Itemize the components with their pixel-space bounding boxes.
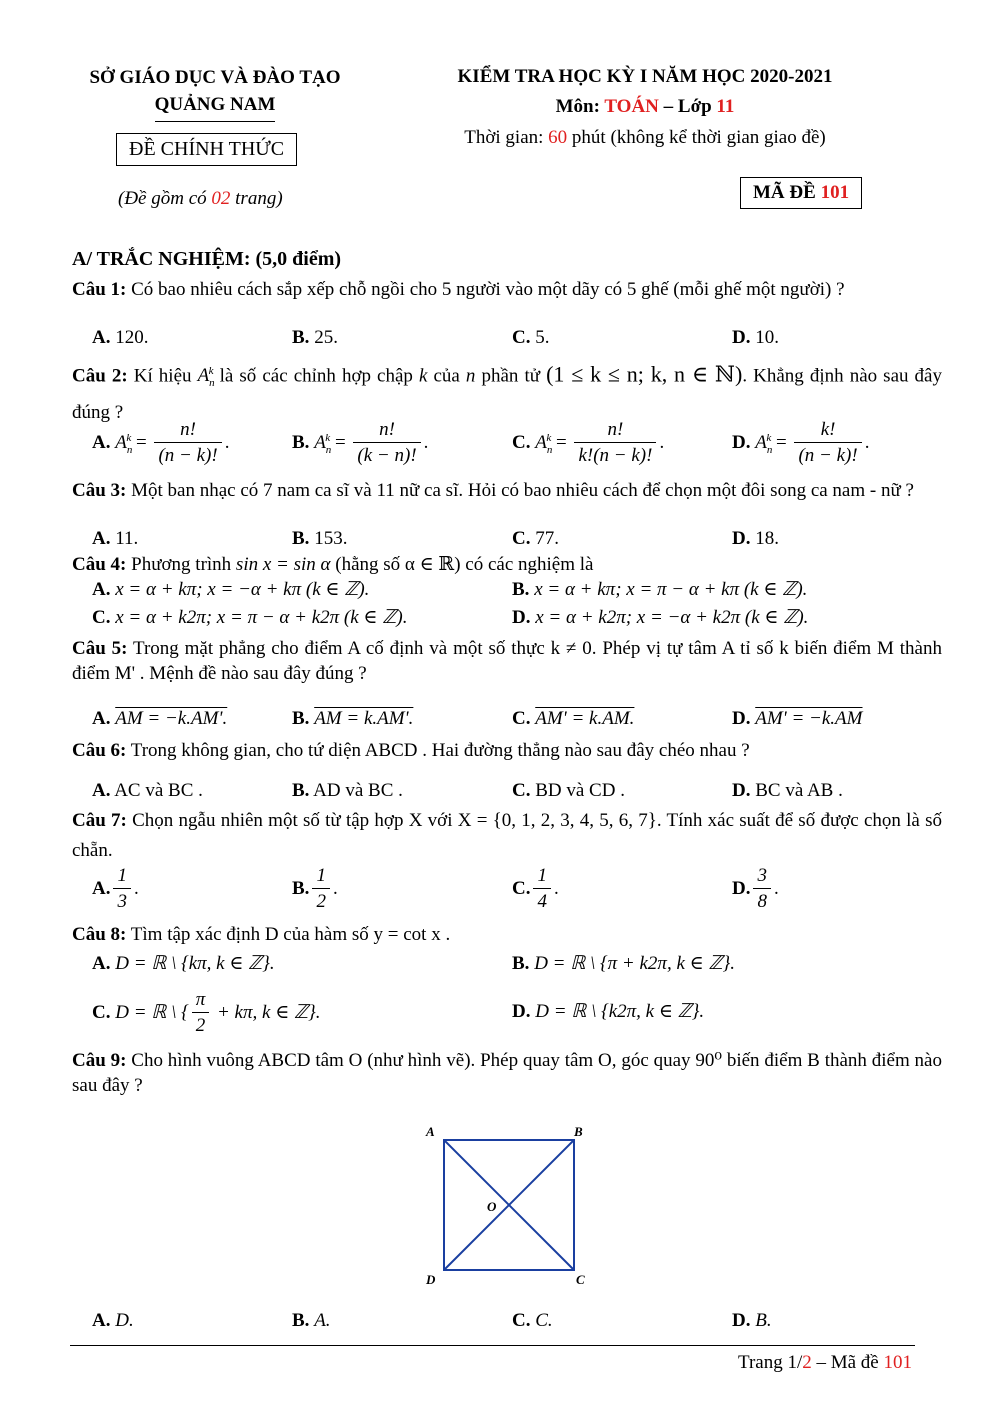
q6-option-b: B. AD và BC . (292, 780, 403, 801)
q3-option-c: C. 77. (512, 528, 559, 549)
header-underline (155, 121, 275, 122)
q1-option-c: C. 5. (512, 327, 550, 348)
q9-option-a: A. D. (92, 1310, 134, 1331)
q1-option-a: A. 120. (92, 327, 149, 348)
q9-option-c: C. C. (512, 1310, 553, 1331)
q5-option-c: C. AM' = k.AM. (512, 708, 635, 729)
q7-option-a: A. $\frac{1}{3}$ . (92, 864, 139, 915)
q6-option-a: A. AC và BC . (92, 780, 203, 801)
label-a: A (426, 1124, 435, 1139)
q4-option-c: C. x = α + k2π; x = π − α + k2π (k ∈ ℤ). (92, 607, 408, 628)
exam-code-box: MÃ ĐỀ 101 (740, 177, 862, 209)
subject-line: Môn: TOÁN – Lớp 11 (555, 96, 735, 117)
department-line1: SỞ GIÁO DỤC VÀ ĐÀO TẠO (89, 67, 341, 88)
q4-option-a: A. x = α + kπ; x = −α + kπ (k ∈ ℤ). (92, 579, 370, 600)
question-7: Câu 7: Chọn ngẫu nhiên một số từ tập hợp X với X = {0, 1, 2, 3, 4, 5, 6, 7}. Tính xác suất để số được chọn là số chẵn. (72, 810, 942, 861)
q6-option-d: D. BC và AB . (732, 780, 843, 801)
footer-divider (70, 1345, 915, 1346)
official-badge: ĐỀ CHÍNH THỨC (116, 133, 297, 166)
subject-name: TOÁN (604, 96, 659, 117)
q1-option-b: B. 25. (292, 327, 338, 348)
q7-option-d: D. $\frac{3}{8}$ . (732, 864, 779, 915)
time-line: Thời gian: 60 phút (không kể thời gian giao đề) (464, 127, 826, 148)
page-footer: Trang 1/2 – Mã đề 101 (738, 1352, 912, 1373)
question-4: Câu 4: Phương trình sin x = sin α (hằng số α ∈ ℝ) có các nghiệm là (72, 554, 594, 575)
q3-option-d: D. 18. (732, 528, 779, 549)
q2-option-c: C. $A_n^k$ = $\frac{n!}{k!(n - k)!}$ . (512, 418, 664, 469)
square-figure (420, 1118, 600, 1293)
exam-code: 101 (820, 182, 850, 203)
q8-option-a: A. D = ℝ \ {kπ, k ∈ ℤ}. (92, 953, 275, 974)
q3-option-b: B. 153. (292, 528, 348, 549)
label-b: B (574, 1124, 583, 1139)
q9-option-d: D. B. (732, 1310, 772, 1331)
question-9: Câu 9: Cho hình vuông ABCD tâm O (như hình vẽ). Phép quay tâm O, góc quay 90⁰ biến điểm B thành điểm nào sau đây ? (72, 1050, 942, 1096)
q4-option-b: B. x = α + kπ; x = π − α + kπ (k ∈ ℤ). (512, 579, 808, 600)
q8-option-d: D. D = ℝ \ {k2π, k ∈ ℤ}. (512, 1001, 705, 1022)
q5-option-d: D. AM' = −k.AM (732, 708, 863, 729)
question-3: Câu 3: Một ban nhạc có 7 nam ca sĩ và 11 nữ ca sĩ. Hỏi có bao nhiêu cách để chọn một đôi song ca nam - nữ ? (72, 480, 914, 501)
label-d: D (426, 1272, 436, 1287)
question-5: Câu 5: Trong mặt phẳng cho điểm A cố định và một số thực k ≠ 0. Phép vị tự tâm A tỉ số k biến điểm M thành điểm M' . Mệnh đề nào sau đây đúng ? (72, 638, 942, 684)
page-count: 02 (211, 188, 231, 209)
department-header (70, 64, 360, 122)
q5-option-b: B. AM = k.AM'. (292, 708, 414, 729)
label-c: C (576, 1272, 585, 1287)
exam-title: KIỂM TRA HỌC KỲ I NĂM HỌC 2020-2021 (457, 66, 833, 87)
q8-option-b: B. D = ℝ \ {π + k2π, k ∈ ℤ}. (512, 953, 735, 974)
q1-option-d: D. 10. (732, 327, 779, 348)
q6-option-c: C. BD và CD . (512, 780, 625, 801)
question-1: Câu 1: Có bao nhiêu cách sắp xếp chỗ ngồi cho 5 người vào một dãy có 5 ghế (mỗi ghế một người) ? (72, 279, 845, 300)
question-6: Câu 6: Trong không gian, cho tứ diện ABCD . Hai đường thẳng nào sau đây chéo nhau ? (72, 740, 750, 761)
label-o: O (487, 1199, 497, 1214)
q5-option-a: A. AM = −k.AM'. (92, 708, 228, 729)
q8-option-c: C. D = ℝ \ { $\frac{\pi}{2}$ + kπ, k ∈ ℤ}. (92, 988, 321, 1039)
q3-option-a: A. 11. (92, 528, 139, 549)
grade: 11 (716, 96, 735, 117)
q7-option-b: B. $\frac{1}{2}$ . (292, 864, 338, 915)
page-count-note: (Đề gồm có 02 trang) (118, 188, 283, 209)
q2-option-d: D. $A_n^k$ = $\frac{k!}{(n - k)!}$ . (732, 418, 869, 469)
q2-option-a: A. $A_n^k$ = $\frac{n!}{(n - k)!}$ . (92, 418, 229, 469)
question-2: Câu 2: Kí hiệu $A_n^k$ là số các chỉnh hợp chập k của n phần tử (1 ≤ k ≤ n; k, n ∈ ℕ). Khẳng định nào sau đây đúng ? (72, 361, 942, 424)
q7-option-c: C. $\frac{1}{4}$ . (512, 864, 559, 915)
q4-option-d: D. x = α + k2π; x = −α + k2π (k ∈ ℤ). (512, 607, 809, 628)
q9-option-b: B. A. (292, 1310, 331, 1331)
q2-option-b: B. $A_n^k$ = $\frac{n!}{(k - n)!}$ . (292, 418, 428, 469)
question-8: Câu 8: Tìm tập xác định D của hàm số y = cot x . (72, 924, 451, 945)
department-line2: QUẢNG NAM (154, 94, 276, 115)
section-title: A/ TRẮC NGHIỆM: (5,0 điểm) (72, 248, 342, 270)
